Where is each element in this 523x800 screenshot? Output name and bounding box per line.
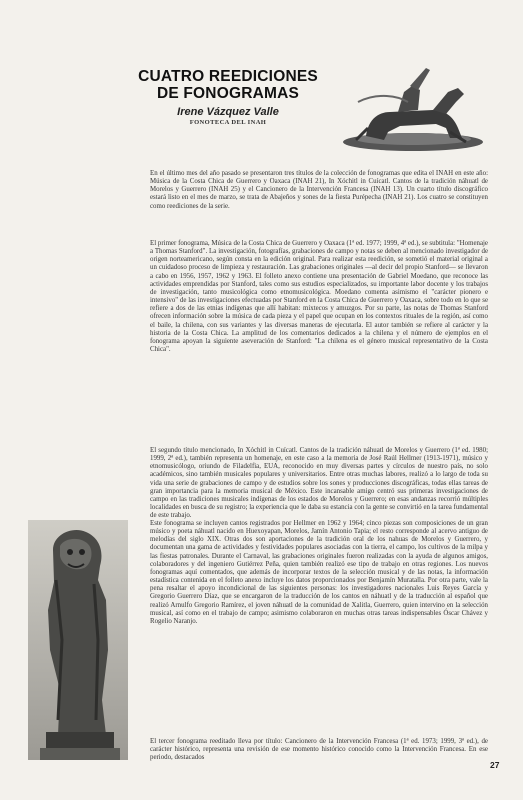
article-header — [128, 68, 328, 126]
title-line-1: CUATRO REEDICIONES — [138, 68, 318, 85]
paragraph-second-phonogram-continued: Este fonograma se incluyen cantos registrados por Hellmer en 1962 y 1964; cinco piezas son composiciones de un gran músico y poeta náhuatl nacido en Huexoyapan, Morelos, Jamín Antonio Tapia; el resto corresponde al acervo antiguo de melodías del siglo XIX. Otras dos son aportaciones de la tradición oral de los nahuas de Morelos y Guerrero, y documentan una gama de actividades y festividades populares asociadas con la tierra, el campo, los cultivos de la milpa y las fiestas patronales. Durante el Carnaval, las grabaciones originales fueron realizadas con la ayuda de algunos amigos, colaboradores y del ingeniero Gutiérrez Peña, quien también realizó ese tipo de trabajo en otras regiones. Los nuevos fonogramas aquí comentados, que además de incorporar textos de la selección musical y de las notas, la información estadística contenida en el folleto anexo incluye los datos proporcionados por Benjamín Muratalla. Por otra parte, vale la pena resaltar el apoyo incondicional de las siguientes personas: los investigadores nacionales Luis Reyes García y Gregorio Guerrero Díaz, que se encargaron de la traducción de los cantos en náhuatl y de la traducción al español que realizó Arnulfo Gregorio Ramírez, el joven náhuatl de la comunidad de Xalitla, Guerrero, quien intervino en la selección musical, así como en el trabajo de campo; asimismo colaboraron en muchas otras tareas indispensables Óscar Chávez y Rogelio Naranjo. — [150, 520, 488, 625]
page-number: 27 — [490, 760, 500, 770]
author-affiliation: FONOTECA DEL INAH — [189, 119, 267, 126]
mounted-warrior-sculpture-image — [338, 62, 488, 154]
title-line-2: DE FONOGRAMAS — [156, 85, 300, 102]
paragraph-third-phonogram: El tercer fonograma reeditado lleva por título: Cancionero de la Intervención Francesa (1ª ed. 1973; 1999, 3ª ed.), de carácter histórico, representa una revisión de ese momento histórico conocido como la Intervención Francesa. En ese periodo, destacados — [150, 738, 488, 762]
paragraph-first-phonogram: El primer fonograma, Música de la Costa Chica de Guerrero y Oaxaca (1ª ed. 1977; 1999, 4ª ed.), se subtitula: "Homenaje a Thomas Stanford". La investigación, fotografías, grabaciones de campo y notas se deben al mencionado investigador de origen norteamericano, según consta en la edición original. Para realizar esta reedición, se sometió el material original a un cuidadoso proceso de limpieza y restauración. Las grabaciones originales —al decir del propio Stanford— se llevaron a cabo en 1956, 1957, 1962 y 1963. El folleto anexo contiene una presentación de Gabriel Moedano, que reconoce las actividades emprendidas por Stanford, tales como sus estudios especializados, su importante labor docente y los trabajos de investigación, tanto musicológica como etnomusicológica. Moedano comenta asimismo el "carácter pionero e intensivo" de las investigaciones efectuadas por Stanford en la Costa Chica de Guerrero y Oaxaca, sobre todo en lo que se refiere a dos de las etnias indígenas que allí habitan: mixtecos y amuzgos. Por su parte, las notas de Thomas Stanford ofrecen información sobre la música de cada pieza y el papel que ocupan en los contextos rituales de la región, así como el baile, la chilena, con sus variantes y las diversas maneras de ejecutarla. El autor también se refiere al carácter y la historia de la Costa Chica. La amplitud de los comentarios dedicados a la chilena y el número de ejemplos en el fonograma apoyan la siguiente aseveración de Stanford: "La chilena es el género musical representativo de la Costa Chica". — [150, 240, 488, 354]
author-name: Irene Vázquez Valle — [177, 106, 279, 118]
article-title — [128, 68, 328, 102]
paragraph-second-phonogram: El segundo título mencionado, In Xóchitl in Cuícatl. Cantos de la tradición náhuatl de Morelos y Guerrero (1ª ed. 1980; 1999, 2ª ed.), también representa un homenaje, en este caso a la memoria de José Raúl Hellmer (1913-1971), músico y etnomusicólogo, oriundo de Filadelfia, EUA, reconocido en muy diversas partes y círculos de nuestro país, no solo académicos, sino también musicales populares y universitarios. Entre otras muchas labores, realizó a lo largo de toda su vida una serie de grabaciones de campo y de estudios sobre los sones y producciones discográficas, todas ellas tareas de gran importancia para la memoria musical de México. Este incansable amigo centró sus primeras investigaciones de campo en las tradiciones musicales indígenas de los estados de Morelos y Guerrero; en esas andanzas recorrió múltiples localidades en busca de su registro; la experiencia que le daba su estancia con la gente se convirtió en la tarea fundamental de este trabajo. — [150, 447, 488, 520]
stone-lion-sculpture-image — [28, 520, 128, 760]
paragraph-intro: En el último mes del año pasado se presentaron tres títulos de la colección de fonogramas que edita el INAH en este año: Música de la Costa Chica de Guerrero y Oaxaca (INAH 21), In Xóchitl in Cuícatl. Cantos de la tradición náhuatl de Morelos y Guerrero (INAH 25) y el Cancionero de la Intervención Francesa (INAH 13). Un cuarto título discográfico estará listo en el mes de marzo, se trata de Abajeños y sones de la fiesta Purépecha (INAH 21). Los cuatro se constituyen como reediciones de la serie. — [150, 170, 488, 210]
